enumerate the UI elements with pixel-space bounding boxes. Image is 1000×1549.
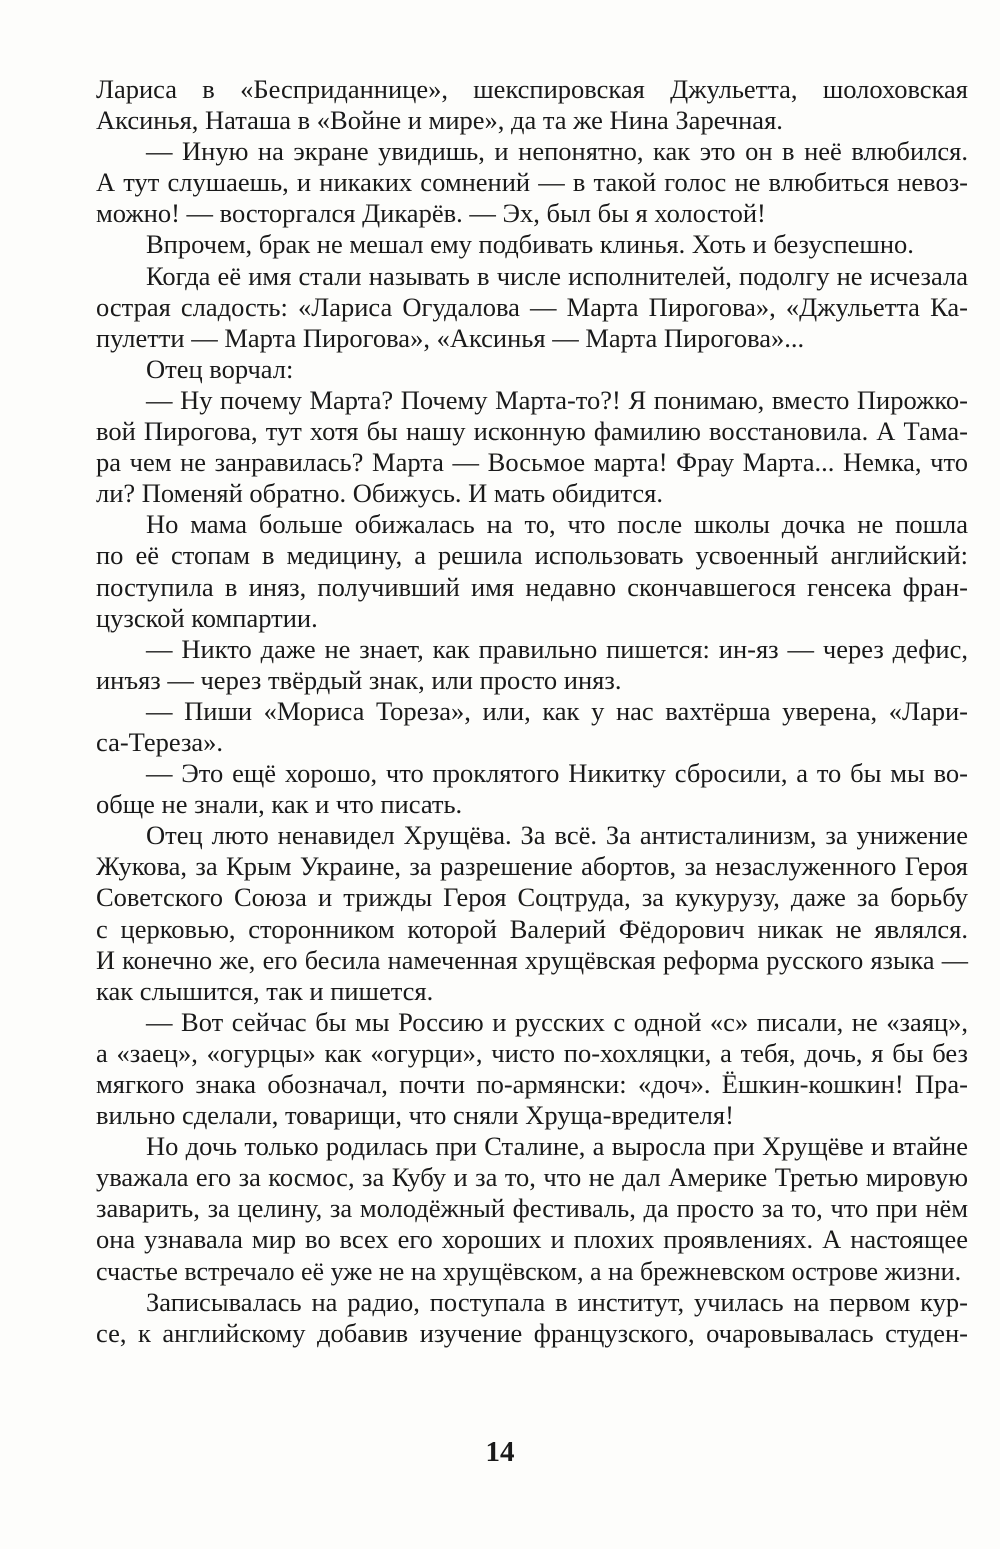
text-line: И конечно же, его бесила намеченная хрущёвская реформа русского языка —	[96, 945, 968, 975]
text-line: Лариса в «Бесприданнице», шекспировская Джульетта, шолоховская	[96, 74, 968, 104]
text-line: — Иную на экране увидишь, и непонятно, как это он в неё влюбился.	[146, 136, 968, 167]
text-line: по её стопам в медицину, а решила использовать усвоенный английский:	[96, 540, 968, 571]
text-line: са-Тереза».	[96, 726, 224, 757]
text-line: Но дочь только родилась при Сталине, а выросла при Хрущёве и втайне	[146, 1131, 968, 1162]
text-line: — Пиши «Мориса Тореза», или, как у нас вахтёрша уверена, «Лари-	[146, 695, 968, 726]
text-line: можно! — восторгался Дикарёв. — Эх, был бы я холостой!	[96, 198, 766, 229]
text-line: заварить, за целину, за молодёжный фестиваль, да просто за то, что при нём	[96, 1193, 968, 1224]
body-text	[96, 74, 968, 1349]
text-line: обще не знали, как и что писать.	[96, 789, 463, 820]
text-line: острая сладость: «Лариса Огудалова — Марта Пирогова», «Джульетта Ка-	[96, 291, 968, 322]
text-line: — Это ещё хорошо, что проклятого Никитку сбросили, а то бы мы во-	[146, 758, 968, 789]
text-line: уважала его за космос, за Кубу и за то, что не дал Америке Третью мировую	[96, 1162, 968, 1193]
text-line: Отец ворчал:	[146, 353, 294, 384]
text-line: ра чем не занравилась? Марта — Восьмое марта! Фрау Марта... Немка, что	[96, 447, 968, 478]
text-line: Записывалась на радио, поступала в институт, училась на первом кур-	[146, 1286, 968, 1317]
text-line: Когда её имя стали называть в числе исполнителей, подолгу не исчезала	[146, 260, 968, 291]
text-line: се, к английскому добавив изучение французского, очаровывалась студен-	[96, 1317, 968, 1348]
text-line: с церковью, сторонником которой Валерий Фёдорович никак не являлся.	[96, 913, 968, 944]
text-line: мягкого знака обозначал, почти по-армянски: «доч». Ёшкин-кошкин! Пра-	[96, 1069, 968, 1099]
text-line: Аксинья, Наташа в «Войне и мире», да та же Нина Заречная.	[96, 105, 783, 136]
text-line: ли? Поменяй обратно. Обижусь. И мать обидится.	[96, 478, 663, 509]
text-line: вильно сделали, товарищи, что сняли Хруща-вредителя!	[96, 1100, 734, 1131]
text-line: а «заец», «огурцы» как «огурци», чисто по-хохляцки, а тебя, дочь, я бы без	[96, 1037, 968, 1068]
text-line: — Ну почему Марта? Почему Марта-то?! Я понимаю, вместо Пирожко-	[146, 384, 968, 415]
text-line: вой Пирогова, тут хотя бы нашу исконную фамилию восстановила. А Тама-	[96, 416, 968, 447]
text-line: как слышится, так и пишется.	[96, 975, 434, 1006]
text-line: пулетти — Марта Пирогова», «Аксинья — Марта Пирогова»...	[96, 322, 805, 353]
page-number: 14	[485, 1436, 515, 1468]
text-line: Отец люто ненавидел Хрущёва. За всё. За антисталинизм, за унижение	[146, 820, 968, 851]
text-line: инъяз — через твёрдый знак, или просто иняз.	[96, 664, 622, 695]
text-line: Жукова, за Крым Украине, за разрешение абортов, за незаслуженного Героя	[96, 851, 968, 882]
text-line: счастье встречало её уже не на хрущёвском, а на брежневском острове жизни.	[96, 1256, 962, 1286]
text-line: она узнавала мир во всех его хороших и плохих проявлениях. А настоящее	[96, 1224, 968, 1255]
text-line: цузской компартии.	[96, 602, 318, 633]
text-line: А тут слушаешь, и никаких сомнений — в такой голос не влюбиться невоз-	[96, 167, 968, 198]
text-line: — Никто даже не знает, как правильно пишется: ин-яз — через дефис,	[146, 633, 968, 664]
text-line: Впрочем, брак не мешал ему подбивать клинья. Хоть и безуспешно.	[146, 229, 914, 260]
text-line: Но мама больше обижалась на то, что после школы дочка не пошла	[146, 509, 968, 540]
text-line: Советского Союза и трижды Героя Соцтруда, за кукурузу, даже за борьбу	[96, 882, 968, 913]
text-line: поступила в иняз, получивший имя недавно скончавшегося генсека фран-	[96, 571, 968, 602]
text-line: — Вот сейчас бы мы Россию и русских с одной «с» писали, не «заяц»,	[146, 1006, 968, 1037]
